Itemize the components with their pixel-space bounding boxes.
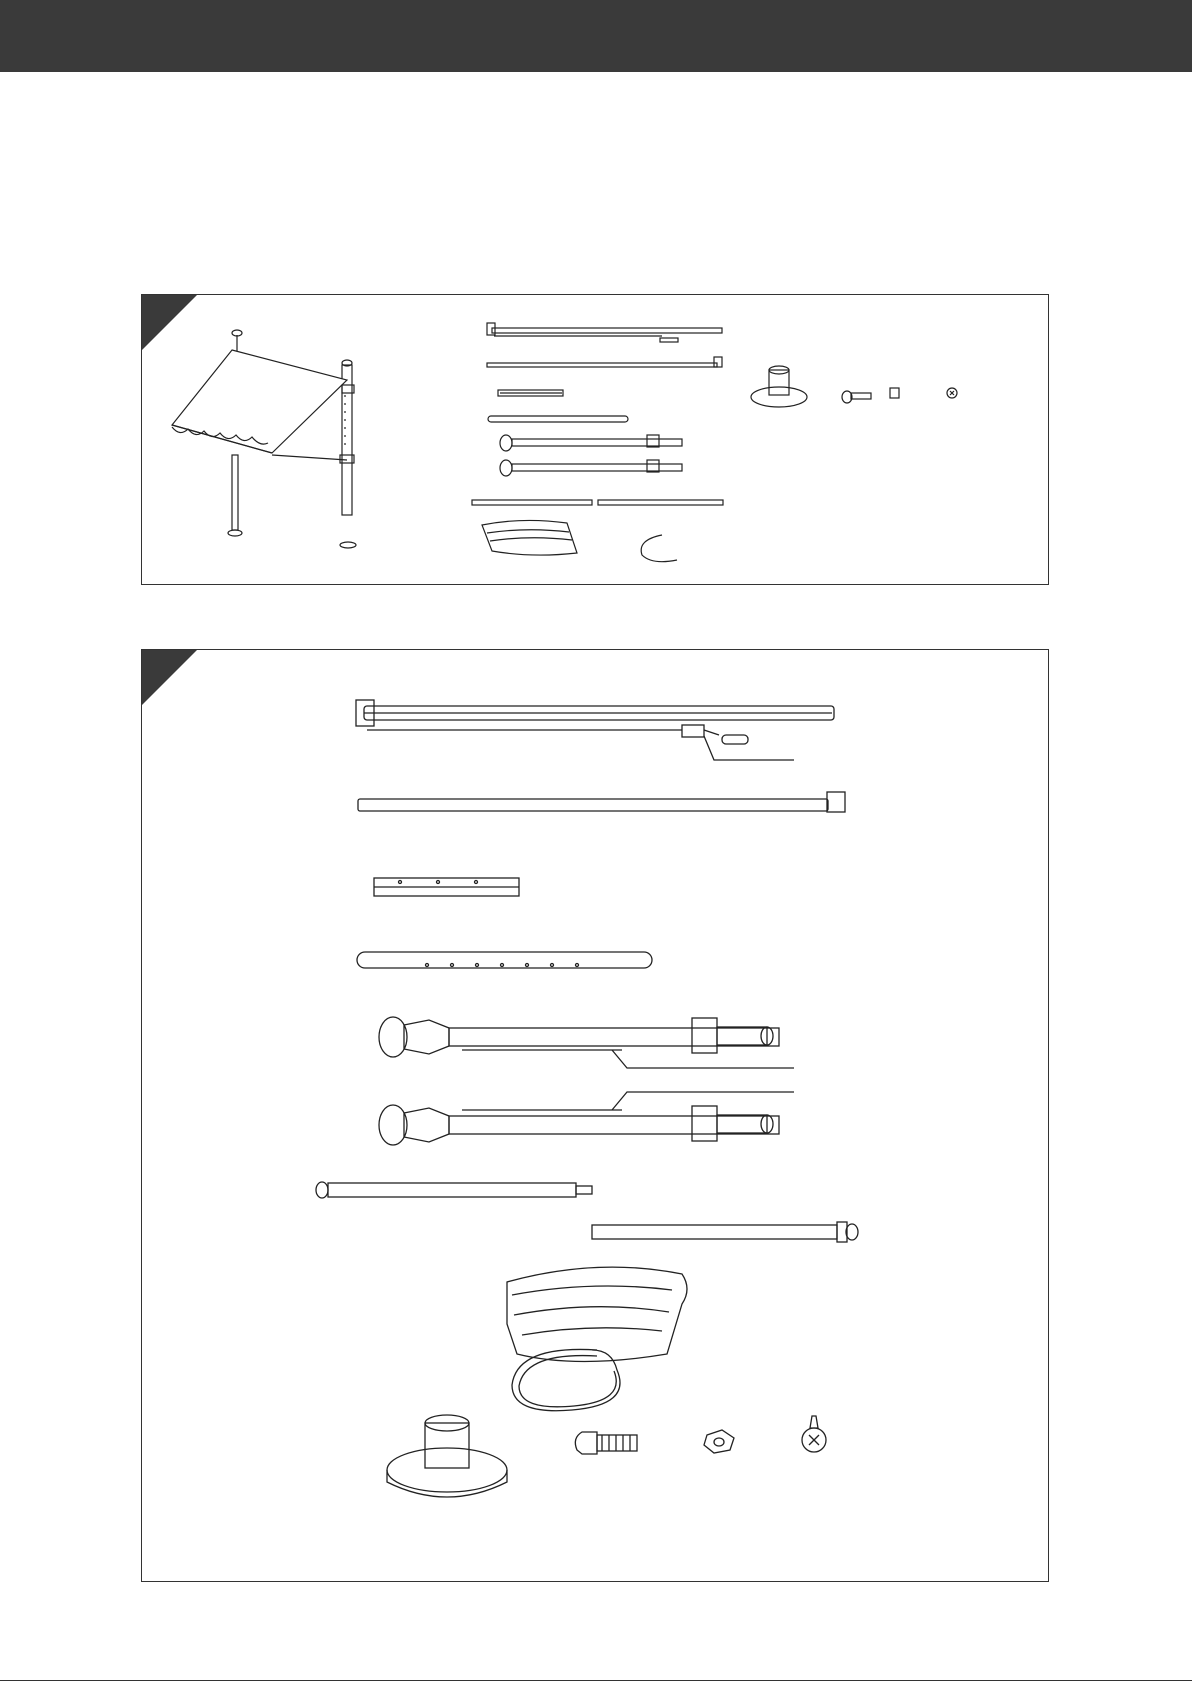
fabric-icon (507, 1267, 687, 1361)
crank-rail-icon (487, 323, 722, 342)
base-foot-icon (751, 366, 807, 407)
cord-loop-icon (512, 1349, 620, 1410)
front-rail-icon (487, 357, 722, 367)
base-foot-icon (387, 1415, 507, 1497)
pole-section-icon (592, 1222, 858, 1242)
nut-icon (890, 388, 899, 398)
mount-bracket-icon (498, 390, 563, 396)
parts-detail-panel (141, 649, 1049, 1582)
overview-panel (141, 294, 1049, 585)
pole-section-icon (472, 500, 723, 505)
front-rail-icon (358, 792, 845, 812)
pole-section-icon (316, 1182, 592, 1198)
crank-rail-icon (356, 700, 834, 760)
support-arm-icon (379, 1092, 794, 1145)
perforated-tube-icon (357, 952, 652, 968)
page-header-bar (0, 0, 1192, 72)
bolt-icon (575, 1432, 637, 1454)
support-arm-icon (379, 1017, 794, 1068)
mount-bracket-icon (374, 878, 519, 896)
footer-rule (0, 1680, 1192, 1681)
bolt-icon (842, 391, 871, 403)
screw-icon (947, 388, 957, 398)
support-arm-icon (500, 435, 682, 476)
cord-loop-icon (641, 535, 677, 562)
perforated-tube-icon (488, 416, 628, 422)
screw-icon (802, 1416, 826, 1452)
nut-icon (704, 1430, 734, 1453)
awning-assembled-icon (172, 330, 356, 548)
fabric-icon (482, 520, 577, 555)
